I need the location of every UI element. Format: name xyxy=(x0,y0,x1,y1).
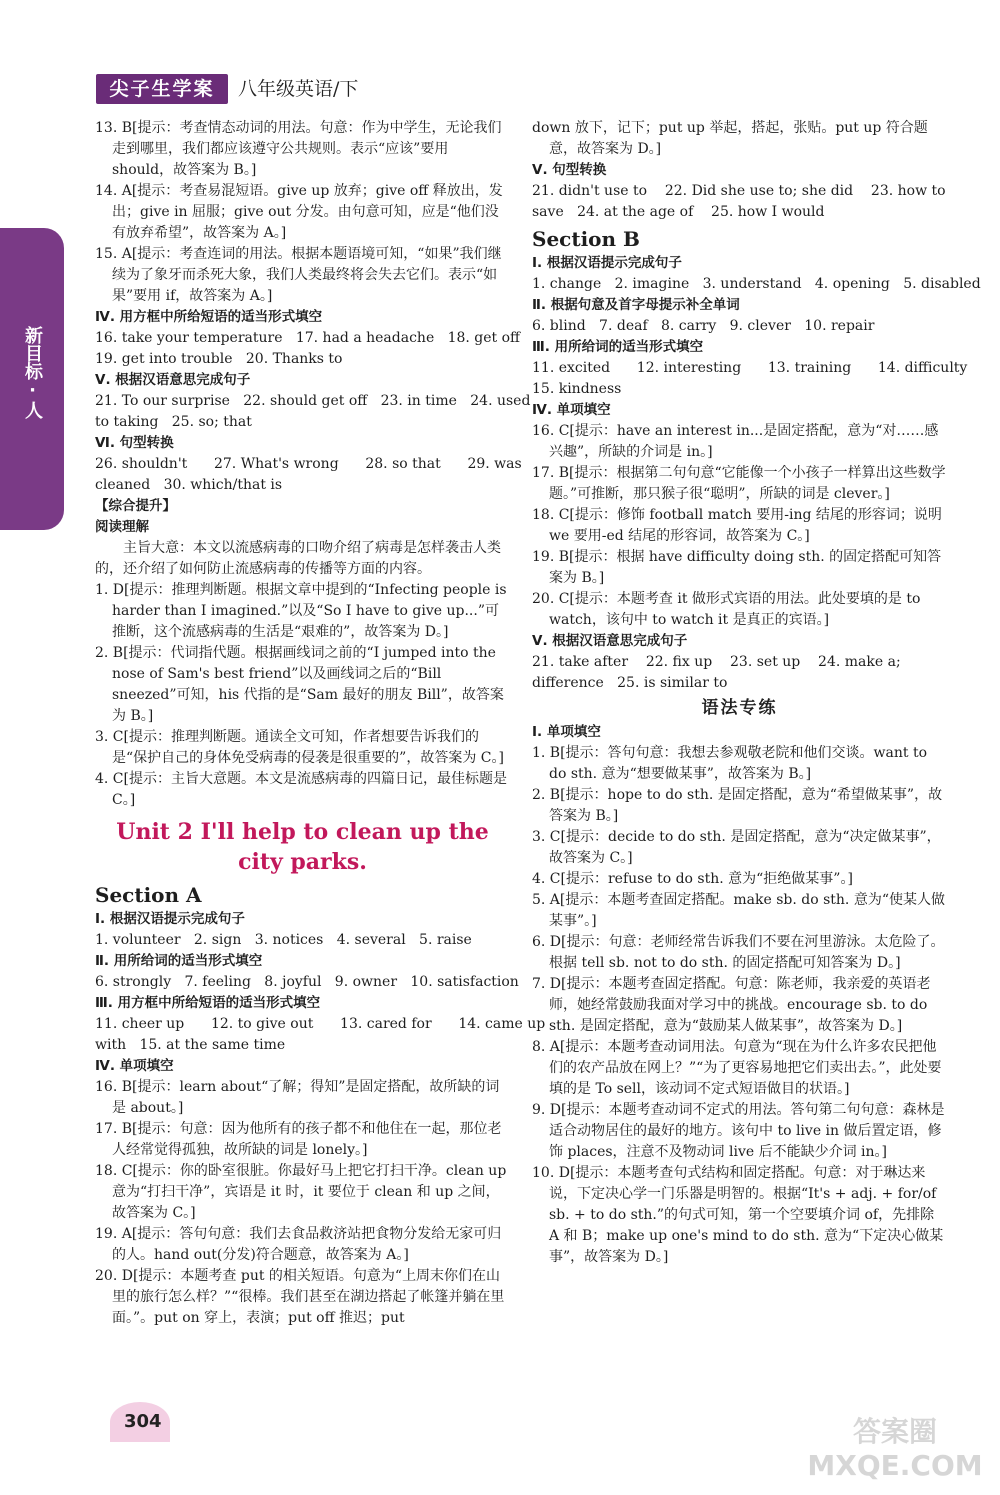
answer-line: with 15. at the same time xyxy=(95,1037,286,1053)
section-label: Ⅱ. 用所给词的适当形式填空 xyxy=(95,953,263,969)
answer-line: 6. blind 7. deaf 8. carry 9. clever 10. repair xyxy=(532,318,875,334)
brand-title: 尖子生学案 xyxy=(96,74,228,104)
section-label: Ⅵ. 句型转换 xyxy=(95,435,174,451)
answer-explanation: 2. B[提示：代词指代题。根据画线词之前的“I jumped into the nose of Sam's best friend”以及画线词之后的“Bill sneezed”可知，his 代指的是“Sam 最好的朋友 Bill”，故答案为 B。] xyxy=(95,645,504,724)
answer-explanation: 9. D[提示：本题考查动词不定式的用法。答句第二句句意：森林是适合动物居住的最好的地方。该句中 to live in 做后置定语，修饰 places，注意不及物动词 live 后不能缺少介词 in。] xyxy=(532,1102,945,1160)
answer-explanation: 5. A[提示：本题考查固定搭配。make sb. do sth. 意为“使某人做某事”。] xyxy=(532,892,945,929)
page-number-badge xyxy=(110,1402,170,1442)
answer-line: difference 25. is similar to xyxy=(532,675,728,691)
summary-paragraph: 主旨大意：本文以流感病毒的口吻介绍了病毒是怎样袭击人类的，还介绍了如何防止流感病毒的传播等方面的内容。 xyxy=(95,540,501,577)
answer-explanation: 4. C[提示：refuse to do sth. 意为“拒绝做某事”。] xyxy=(532,871,853,887)
section-label: Ⅴ. 根据汉语意思完成句子 xyxy=(95,372,251,388)
section-label: Ⅳ. 单项填空 xyxy=(532,402,611,418)
answer-explanation: 15. A[提示：考查连词的用法。根据本题语境可知，“如果”我们继续为了象牙而杀死大象，我们人类最终将会失去它们。表示“如果”要用 if，故答案为 A。] xyxy=(95,246,502,304)
answer-line: 21. didn't use to 22. Did she use to; she did 23. how to xyxy=(532,183,946,199)
answer-explanation: 3. C[提示：decide to do sth. 是固定搭配，意为“决定做某事”，故答案为 C。] xyxy=(532,829,941,866)
answer-line: cleaned 30. which/that is xyxy=(95,477,283,493)
answer-line: 19. get into trouble 20. Thanks to xyxy=(95,351,343,367)
answer-line: 16. take your temperature 17. had a headache 18. get off xyxy=(95,330,520,346)
answer-line: 21. take after 22. fix up 23. set up 24. make a; xyxy=(532,654,901,670)
right-column xyxy=(532,118,981,1268)
answer-explanation: 20. D[提示：本题考查 put 的相关短语。句意为“上周末你们在山里的旅行怎么样？”“很棒。我们甚至在湖边搭起了帐篷并躺在里面。”。put on 穿上，表演；put off 推迟；put xyxy=(95,1268,505,1326)
answer-line: save 24. at the age of 25. how I would xyxy=(532,204,825,220)
section-title: Section B xyxy=(532,227,640,251)
grammar-heading: 语法专练 xyxy=(701,698,778,718)
book-subtitle: 八年级英语/下 xyxy=(238,78,359,100)
answer-explanation: 19. B[提示：根据 have difficulty doing sth. 的固定搭配可知答案为 B。] xyxy=(532,549,942,586)
answer-line: 15. kindness xyxy=(532,381,622,397)
section-label: 阅读理解 xyxy=(95,519,149,535)
answer-explanation: 18. C[提示：修饰 football match 要用-ing 结尾的形容词；说明 we 要用-ed 结尾的形容词，故答案为 C。] xyxy=(532,507,942,544)
section-label: Ⅳ. 用方框中所给短语的适当形式填空 xyxy=(95,309,323,325)
answer-explanation: 16. C[提示：have an interest in...是固定搭配，意为“对……感兴趣”，所缺的介词是 in。] xyxy=(532,423,939,460)
section-label: Ⅴ. 根据汉语意思完成句子 xyxy=(532,633,688,649)
answer-explanation: 20. C[提示：本题考查 it 做形式宾语的用法。此处要填的是 to watch，该句中 to watch it 是真正的宾语。] xyxy=(532,591,921,628)
section-label: Ⅰ. 单项填空 xyxy=(532,724,601,740)
answer-line: 1. volunteer 2. sign 3. notices 4. several 5. raise xyxy=(95,932,472,948)
answer-line: 21. To our surprise 22. should get off 23. in time 24. used xyxy=(95,393,531,409)
answer-explanation: 14. A[提示：考查易混短语。give up 放弃；give off 释放出，发出；give in 屈服；give out 分发。由句意可知，应是“他们没有放弃希望”，故答案为 A。] xyxy=(95,183,503,241)
answer-explanation: 17. B[提示：句意：因为他所有的孩子都不和他住在一起，那位老人经常觉得孤独，故所缺的词是 lonely。] xyxy=(95,1121,502,1158)
section-label: Ⅲ. 用所给词的适当形式填空 xyxy=(532,339,704,355)
answer-explanation: 4. C[提示：主旨大意题。本文是流感病毒的四篇日记，最佳标题是 C。] xyxy=(95,771,507,808)
section-title: Section A xyxy=(95,883,202,907)
answer-explanation: 18. C[提示：你的卧室很脏。你最好马上把它打扫干净。clean up 意为“打扫干净”，宾语是 it 时，it 要位于 clean 和 up 之间，故答案为 C。] xyxy=(95,1163,507,1221)
answer-explanation: 6. D[提示：句意：老师经常告诉我们不要在河里游泳。太危险了。根据 tell sb. not to do sth. 的固定搭配可知答案为 D。] xyxy=(532,934,945,971)
watermark-logo: 答案圈 MXQE.COM xyxy=(807,1415,983,1482)
side-tab-label: 新目标·人 xyxy=(22,326,43,419)
answer-line: 1. change 2. imagine 3. understand 4. opening 5. disabled xyxy=(532,276,981,292)
answer-explanation: 2. B[提示：hope to do sth. 是固定搭配，意为“希望做某事”，故答案为 B。] xyxy=(532,787,943,824)
section-label: 【综合提升】 xyxy=(95,498,176,514)
answer-line: 11. excited 12. interesting 13. training 14. difficulty xyxy=(532,360,968,376)
section-label: Ⅲ. 用方框中所给短语的适当形式填空 xyxy=(95,995,321,1011)
section-label: Ⅱ. 根据句意及首字母提示补全单词 xyxy=(532,297,740,313)
answer-line: 26. shouldn't 27. What's wrong 28. so that 29. was xyxy=(95,456,522,472)
section-label: Ⅳ. 单项填空 xyxy=(95,1058,174,1074)
answer-explanation: 1. D[提示：推理判断题。根据文章中提到的“Infecting people is harder than I imagined.”以及“So I have to give up...”可推断，这个流感病毒的生活是“艰难的”，故答案为 D。] xyxy=(95,582,507,640)
answer-explanation: down 放下，记下；put up 举起，搭起，张贴。put up 符合题意，故答案为 D。] xyxy=(532,120,928,157)
answer-explanation: 17. B[提示：根据第二句句意“它能像一个小孩子一样算出这些数学题。”可推断，那只猴子很“聪明”，所缺的词是 clever。] xyxy=(532,465,946,502)
answer-explanation: 10. D[提示：本题考查句式结构和固定搭配。句意：对于琳达来说，下定决心学一门乐器是明智的。根据“It's + adj. + for/of sb. + to do sth.”的句式可知，第一个空要填介词 of，先排除 A 和 B；make up one's mind to do sth. 意为“下定决心做某事”，故答案为 D。] xyxy=(532,1165,944,1265)
section-label: Ⅰ. 根据汉语提示完成句子 xyxy=(95,911,245,927)
answer-line: to taking 25. so; that xyxy=(95,414,252,430)
answer-explanation: 13. B[提示：考查情态动词的用法。句意：作为中学生，无论我们走到哪里，我们都应该遵守公共规则。表示“应该”要用 should，故答案为 B。] xyxy=(95,120,502,178)
answer-explanation: 16. B[提示：learn about“了解；得知”是固定搭配，故所缺的词是 about。] xyxy=(95,1079,500,1116)
unit-title: Unit 2 I'll help to clean up the city parks. xyxy=(116,819,489,875)
answer-explanation: 7. D[提示：本题考查固定搭配。句意：陈老师，我亲爱的英语老师，她经常鼓励我面对学习中的挑战。encourage sb. to do sth. 是固定搭配，意为“鼓励某人做某事”，故答案为 D。] xyxy=(532,976,931,1034)
answer-explanation: 3. C[提示：推理判断题。通读全文可知，作者想要告诉我们的是“保护自己的身体免受病毒的侵袭是很重要的”，故答案为 C。] xyxy=(95,729,504,766)
side-tab xyxy=(0,228,64,530)
answer-line: 11. cheer up 12. to give out 13. cared for 14. came up xyxy=(95,1016,546,1032)
section-label: Ⅰ. 根据汉语提示完成句子 xyxy=(532,255,682,271)
left-column xyxy=(95,118,546,1329)
answer-explanation: 19. A[提示：答句句意：我们去食品救济站把食物分发给无家可归的人。hand out(分发)符合题意，故答案为 A。] xyxy=(95,1226,502,1263)
answer-explanation: 1. B[提示：答句句意：我想去参观敬老院和他们交谈。want to do sth. 意为“想要做某事”，故答案为 B。] xyxy=(532,745,928,782)
section-label: Ⅴ. 句型转换 xyxy=(532,162,607,178)
page-number: 304 xyxy=(124,1411,162,1432)
answer-line: 6. strongly 7. feeling 8. joyful 9. owner 10. satisfaction xyxy=(95,974,519,990)
answer-explanation: 8. A[提示：本题考查动词用法。句意为“现在为什么许多农民把他们的农产品放在网上？”“为了更容易地把它们卖出去。”，此处要填的是 To sell，该动词不定式短语做目的状语。] xyxy=(532,1039,942,1097)
